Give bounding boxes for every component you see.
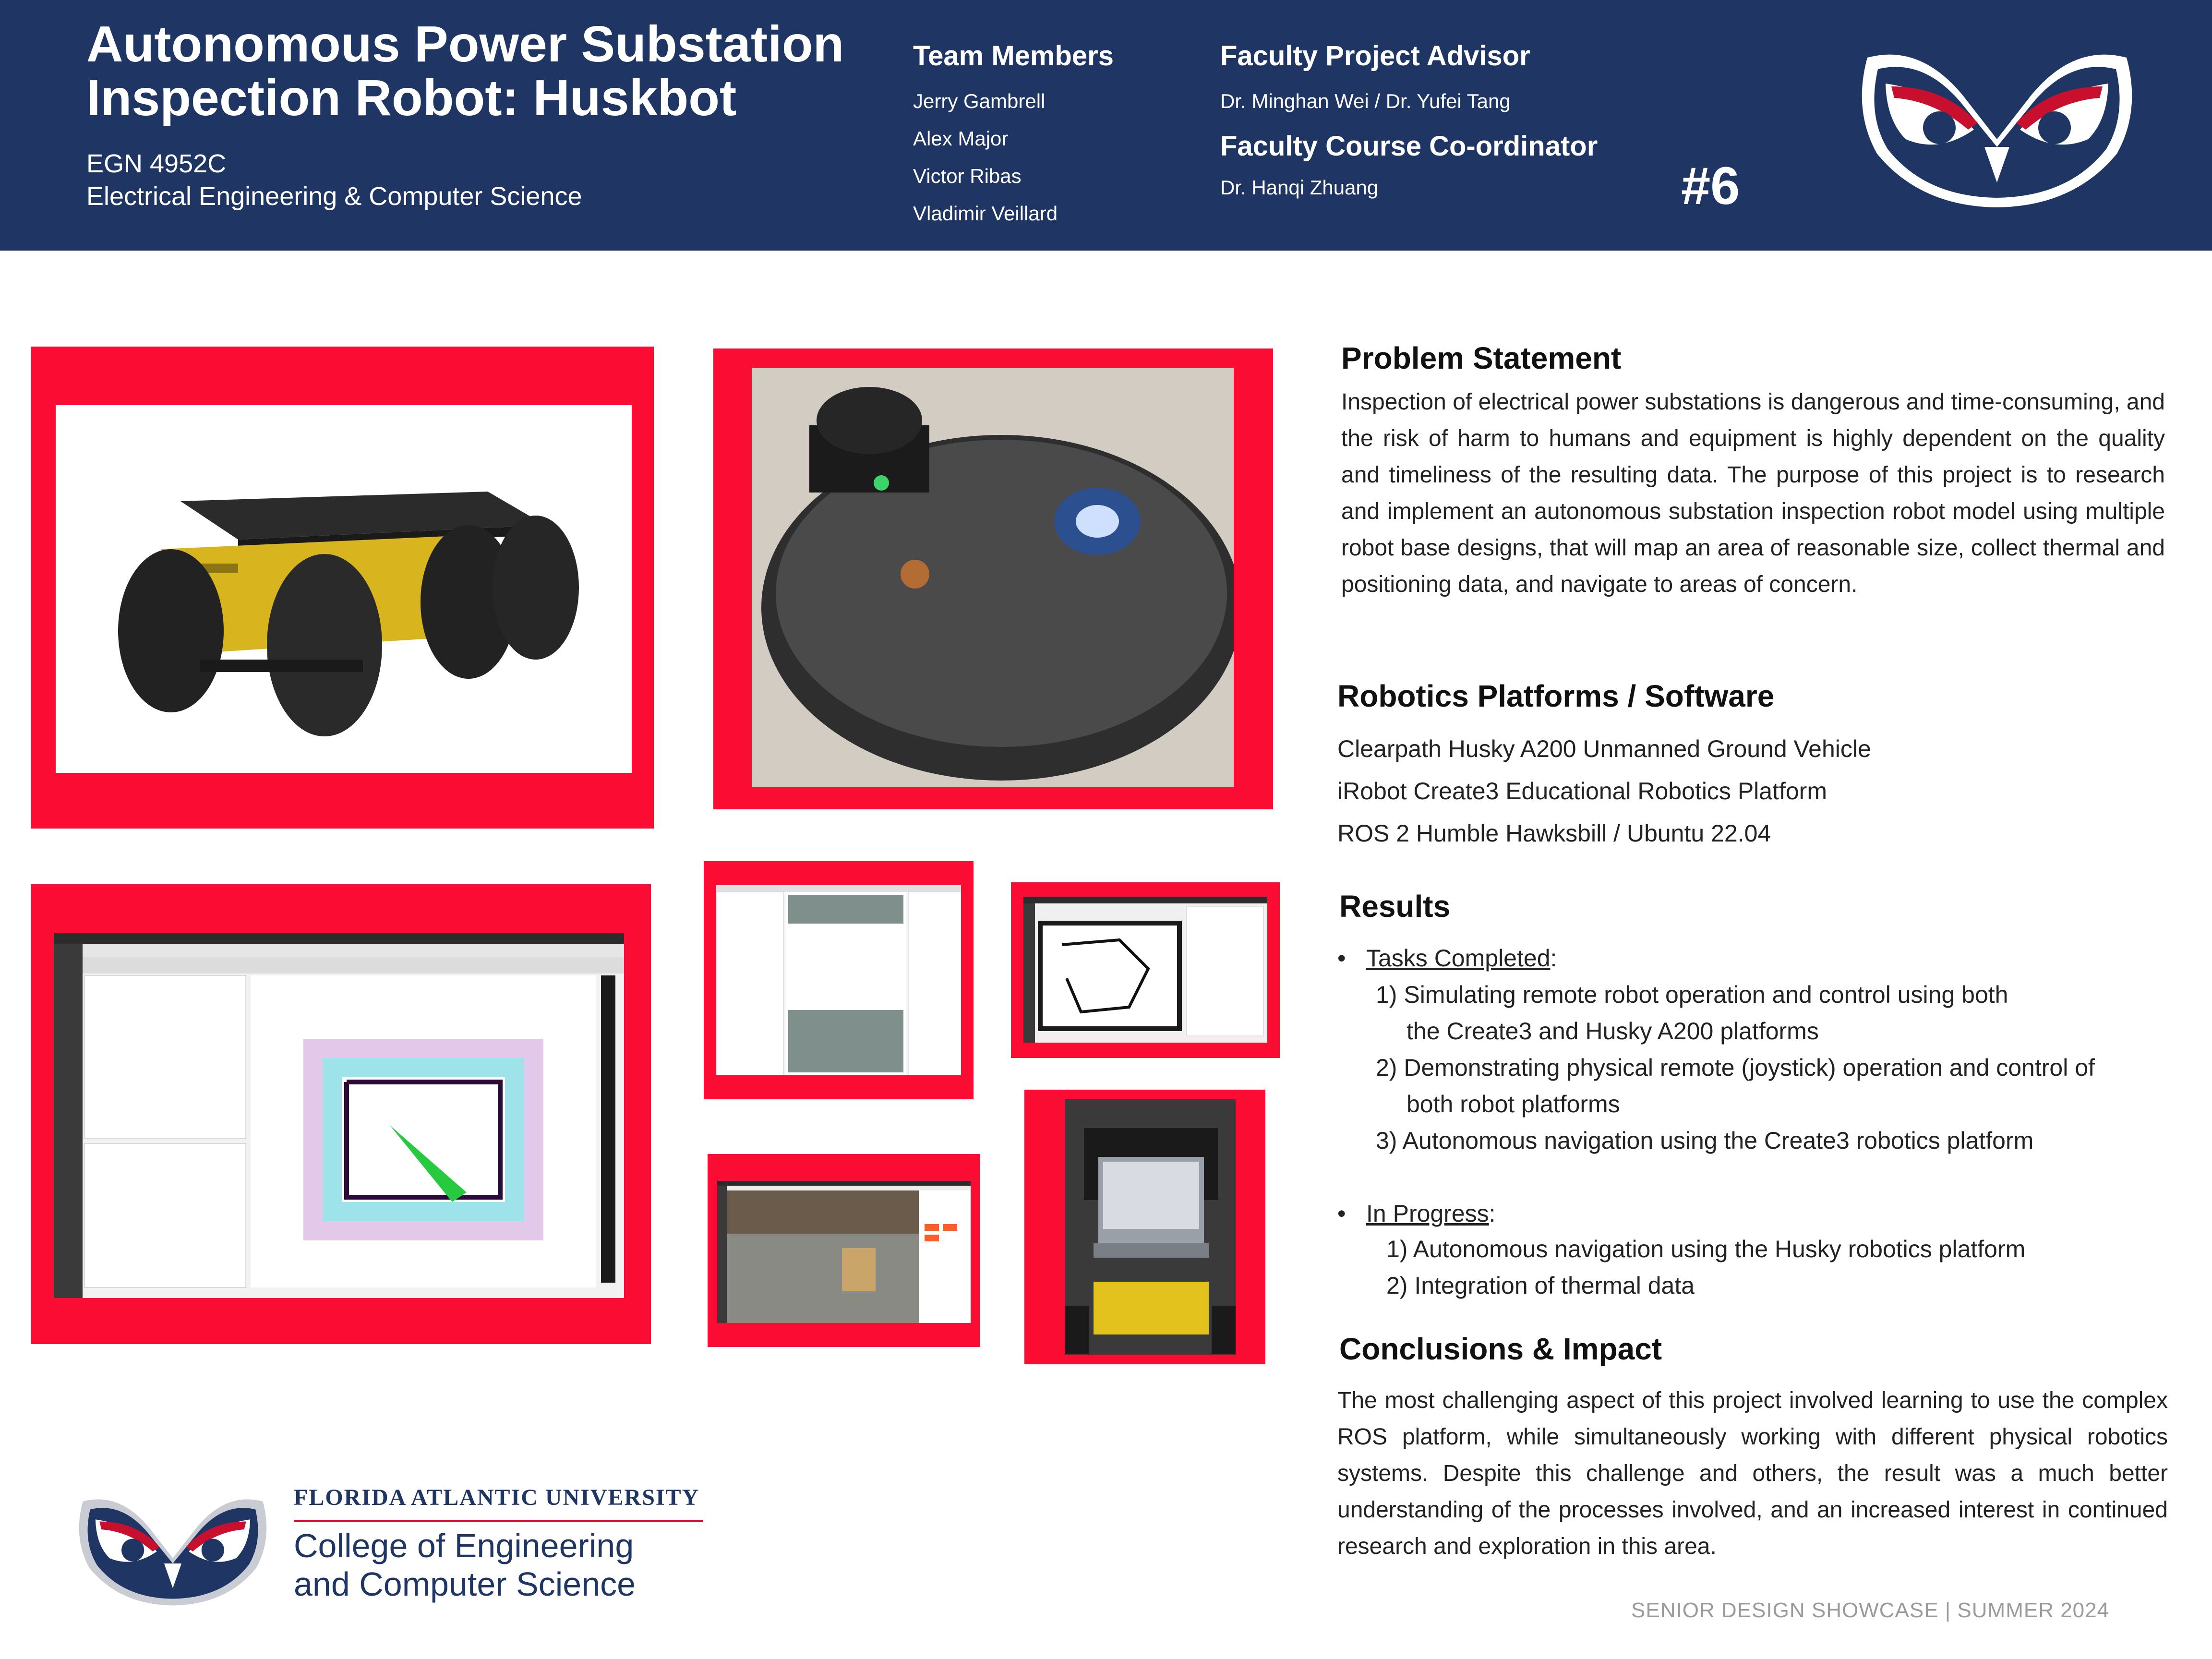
owl-logo-icon	[67, 1488, 278, 1608]
completed-task: both robot platforms	[1407, 1091, 1620, 1118]
gazebo-screenshot-frame	[704, 861, 974, 1099]
team-list	[913, 83, 1058, 232]
team-heading: Team Members	[913, 40, 1114, 72]
warehouse-sim-image	[717, 1181, 971, 1323]
title-line-2: Inspection Robot: Huskbot	[86, 70, 737, 126]
team-member: Vladimir Veillard	[913, 202, 1058, 225]
advisor-names: Dr. Minghan Wei / Dr. Yufei Tang	[1220, 90, 1511, 112]
conclusions-heading: Conclusions & Impact	[1339, 1332, 1662, 1366]
college-line-1: College of Engineering	[294, 1527, 634, 1564]
husky-laptop-frame	[1024, 1090, 1265, 1364]
create3-robot-image	[752, 368, 1234, 787]
problem-text: Inspection of electrical power substations is dangerous and time-consuming, and the risk of harm to humans and equipment is highly dependent on the quality and timeliness of the resulting data. The purpose of this project is to research and implement an autonomous substation inspection robot model using multiple robot base designs, that will map an area of reasonable size, collect thermal and positioning data, and navigate to areas of concern.	[1341, 389, 2165, 597]
results-heading: Results	[1339, 889, 1451, 924]
slam-screenshot-frame	[1011, 882, 1280, 1058]
tasks-completed-label: Tasks Completed:	[1366, 945, 1557, 972]
gazebo-map-image	[716, 885, 961, 1075]
team-member: Jerry Gambrell	[913, 90, 1046, 112]
title-line-1: Autonomous Power Substation	[86, 16, 844, 72]
create3-photo-frame	[713, 349, 1273, 809]
platforms-list	[1337, 728, 1871, 854]
completed-task: 3) Autonomous navigation using the Create3 robotics platform	[1376, 1127, 2034, 1154]
rviz-navigation-image	[54, 933, 624, 1298]
header-banner	[0, 0, 2212, 251]
in-progress-label: In Progress:	[1366, 1200, 1496, 1227]
college-line-2: and Computer Science	[294, 1565, 636, 1603]
department: Electrical Engineering & Computer Science	[86, 182, 582, 211]
completed-task: 2) Demonstrating physical remote (joystick) operation and control of	[1376, 1054, 2095, 1081]
team-member: Alex Major	[913, 127, 1009, 150]
platforms-heading: Robotics Platforms / Software	[1337, 679, 1775, 713]
husky-photo-frame	[31, 347, 654, 829]
course-code: EGN 4952C	[86, 149, 227, 178]
bullet-icon: •	[1337, 945, 1346, 972]
platform-item: ROS 2 Humble Hawksbill / Ubuntu 22.04	[1337, 820, 1771, 847]
bullet-icon: •	[1337, 1200, 1346, 1227]
progress-task: 1) Autonomous navigation using the Husky robotics platform	[1386, 1236, 2026, 1262]
conclusions-text: The most challenging aspect of this project involved learning to use the complex ROS platform, while simultaneously working with different physical robotics systems. Despite this challenge and others, the result was a much better understanding of the processes involved, and an increased interest in continued research and exploration in this area.	[1337, 1388, 2168, 1559]
completed-task: the Create3 and Husky A200 platforms	[1407, 1018, 1819, 1045]
slam-map-image	[1023, 897, 1267, 1043]
advisor-heading: Faculty Project Advisor	[1220, 40, 1530, 72]
husky-laptop-image	[1065, 1099, 1236, 1355]
team-member: Victor Ribas	[913, 165, 1022, 187]
coordinator-heading: Faculty Course Co-ordinator	[1220, 131, 1598, 162]
platform-item: iRobot Create3 Educational Robotics Platform	[1337, 778, 1827, 805]
problem-heading: Problem Statement	[1341, 341, 1622, 375]
completed-task: 1) Simulating remote robot operation and control using both	[1376, 981, 2008, 1008]
owl-logo-icon	[1848, 38, 2146, 211]
showcase-label: SENIOR DESIGN SHOWCASE | SUMMER 2024	[1631, 1599, 2110, 1622]
husky-robot-image	[56, 405, 632, 773]
warehouse-sim-frame	[708, 1154, 980, 1347]
university-divider	[294, 1520, 703, 1522]
platform-item: Clearpath Husky A200 Unmanned Ground Vehicle	[1337, 735, 1871, 762]
college-name	[294, 1527, 636, 1603]
university-name: FLORIDA ATLANTIC UNIVERSITY	[294, 1485, 700, 1510]
project-number: #6	[1681, 156, 1740, 216]
coordinator-name: Dr. Hanqi Zhuang	[1220, 176, 1379, 199]
progress-task: 2) Integration of thermal data	[1386, 1272, 1695, 1299]
poster-title	[86, 17, 844, 125]
rviz-screenshot-frame	[31, 884, 651, 1344]
